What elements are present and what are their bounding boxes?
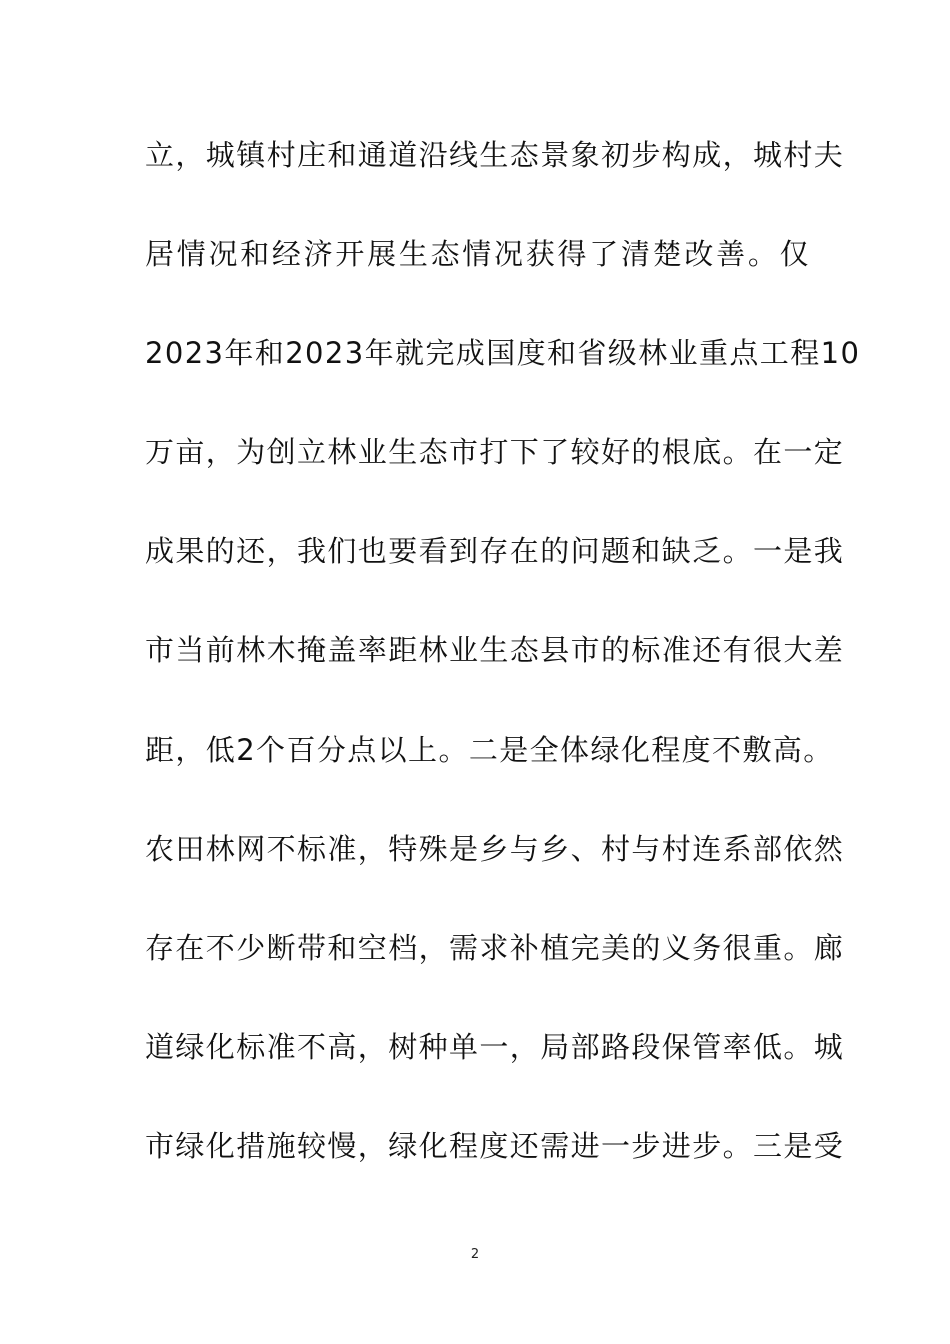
page-number: 2 — [470, 1247, 480, 1262]
text-line: 立，城镇村庄和通道沿线生态景象初步构成，城村夫 — [145, 138, 845, 172]
text-line: 居情况和经济开展生态情况获得了清楚改善。仅 — [145, 237, 810, 272]
text-line: 存在不少断带和空档，需求补植完美的义务很重。廊 — [145, 930, 845, 965]
text-line: 市当前林木掩盖率距林业生态县市的标准还有很大差 — [145, 633, 845, 668]
text-line: 市绿化措施较慢，绿化程度还需进一步进步。三是受 — [145, 1128, 845, 1163]
text-line: 距，低2个百分点以上。二是全体绿化程度不敷高。 — [145, 732, 834, 767]
text-line: 成果的还，我们也要看到存在的问题和缺乏。一是我 — [145, 534, 845, 569]
text-line: 万亩，为创立林业生态市打下了较好的根底。在一定 — [145, 435, 845, 470]
text-line: 农田林网不标准，特殊是乡与乡、村与村连系部依然 — [145, 831, 845, 866]
text-line: 2023年和2023年就完成国度和省级林业重点工程10 — [145, 336, 861, 371]
text-line: 道绿化标准不高，树种单一，局部路段保管率低。城 — [145, 1029, 845, 1064]
body-text — [145, 125, 861, 1215]
